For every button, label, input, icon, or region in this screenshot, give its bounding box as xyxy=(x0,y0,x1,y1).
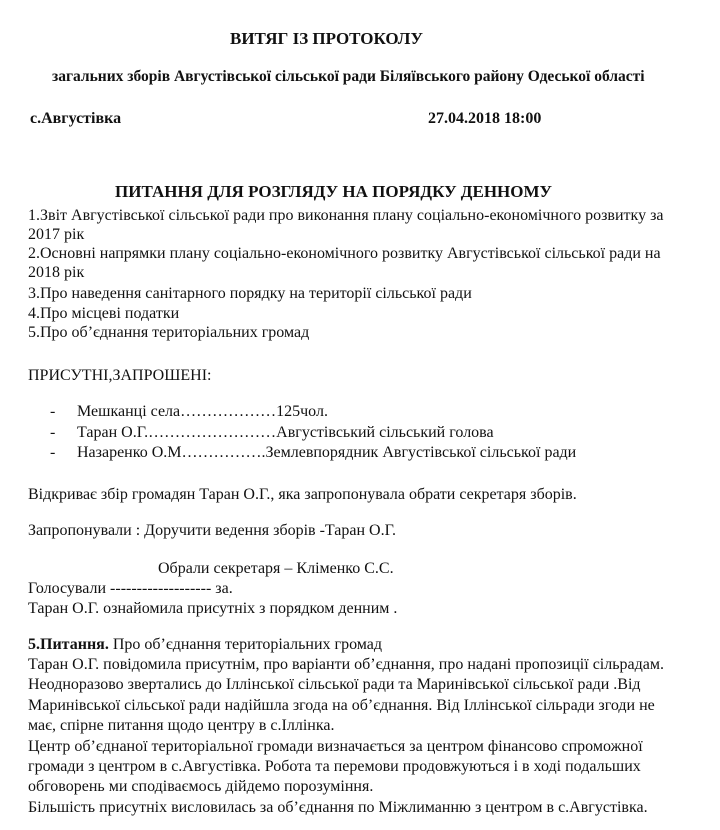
present-dash: - xyxy=(50,424,56,441)
meeting-place: с.Августівка xyxy=(30,110,122,127)
agenda-item-2: 2.Основні напрямки плану соціально-економічного розвитку Августівської сільської ради на xyxy=(28,245,661,262)
present-dash: - xyxy=(50,403,56,420)
item5-paragraph-line: громади з центром в с.Августівка. Робота та перемови продовжуються і в ході подальших xyxy=(28,758,641,775)
agenda-item-1: 1.Звіт Августівської сільської ради про виконання плану соціально-економічного розвитку за xyxy=(28,207,664,224)
item5-label: 5.Питання. xyxy=(28,636,109,653)
agenda-item-1-cont: 2017 рік xyxy=(28,226,85,243)
item5-paragraph-line: Таран О.Г. повідомила присутнім, про варіанти об’єднання, про надані пропозиції сільрадам. xyxy=(28,656,664,673)
meeting-datetime: 27.04.2018 18:00 xyxy=(428,110,542,127)
document-subtitle: загальних зборів Августівської сільської ради Біляївського району Одеської області xyxy=(52,68,645,85)
present-item-surveyor: Назаренко О.М…………….Землевпорядник Августівської сільської ради xyxy=(77,444,577,461)
item5-paragraph-line: Центр об’єднаної територіальної громади визначається за центром фінансово спроможної xyxy=(28,738,643,755)
item5-title: Про об’єднання територіальних громад xyxy=(108,636,383,653)
agenda-item-3: 3.Про наведення санітарного порядку на території сільської ради xyxy=(28,285,472,302)
document-title: ВИТЯГ ІЗ ПРОТОКОЛУ xyxy=(230,29,423,48)
present-item-head: Таран О.Г.……………………Августівський сільський голова xyxy=(77,424,494,441)
present-heading: ПРИСУТНІ,ЗАПРОШЕНІ: xyxy=(28,367,212,384)
present-dash: - xyxy=(50,444,56,461)
item5-paragraph-line: Маринівської сільської ради надійшла згода на об’єднання. Від Іллінської сільради згоди не xyxy=(28,697,655,714)
agenda-item-4: 4.Про місцеві податки xyxy=(28,305,180,322)
opening-statement: Відкриває збір громадян Таран О.Г., яка запропонувала обрати секретаря зборів. xyxy=(28,486,577,503)
agenda-item-5: 5.Про об’єднання територіальних громад xyxy=(28,324,310,341)
agenda-acquainted-statement: Таран О.Г. ознайомила присутніх з порядком денним . xyxy=(28,600,398,617)
item5-paragraph-line: Більшість присутніх висловилась за об’єднання по Міжлиманню з центром в с.Августівка. xyxy=(28,799,648,816)
item5-paragraph-line: обговорень ми сподіваємось дійдемо порозуміння. xyxy=(28,778,374,795)
present-item-residents: Мешканці села………………125чол. xyxy=(77,403,328,420)
item5-heading xyxy=(28,636,382,654)
agenda-heading: ПИТАННЯ ДЛЯ РОЗГЛЯДУ НА ПОРЯДКУ ДЕННОМУ xyxy=(115,182,553,201)
item5-paragraph-line: має, спірне питання щодо центру в с.Іллінка. xyxy=(28,717,335,734)
item5-paragraph-line: Неодноразово звертались до Іллінської сільської ради та Маринівської сільської ради .Від xyxy=(28,676,641,693)
secretary-statement: Обрали секретаря – Кліменко С.С. xyxy=(158,560,394,577)
proposal-statement: Запропонували : Доручити ведення зборів -Таран О.Г. xyxy=(28,522,397,539)
agenda-item-2-cont: 2018 рік xyxy=(28,264,85,281)
vote-statement: Голосували ------------------- за. xyxy=(28,580,233,597)
